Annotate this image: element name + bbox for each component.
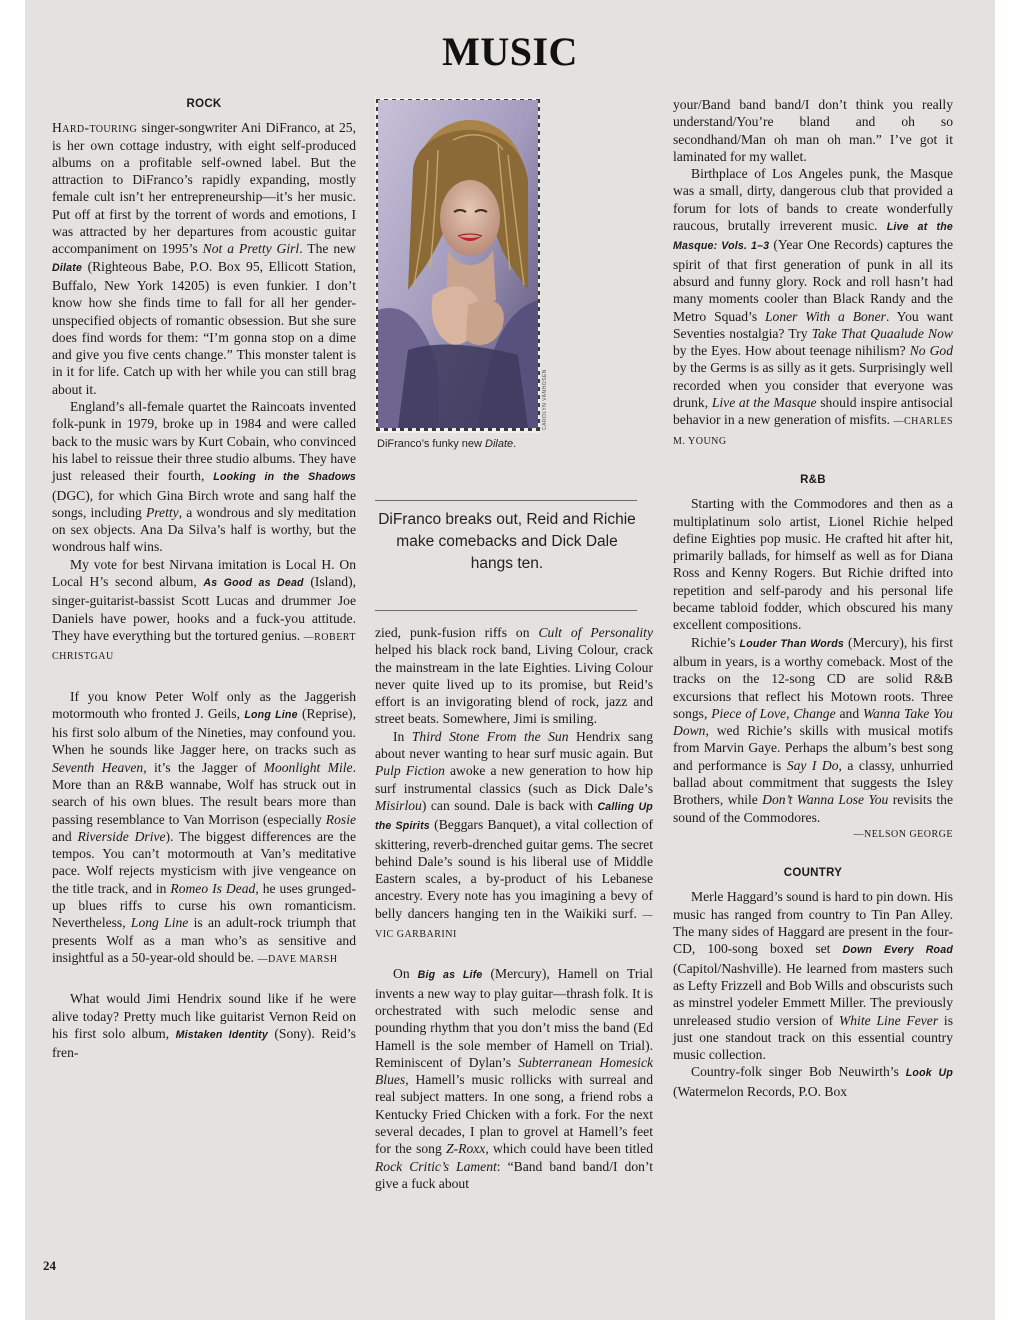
review-masque: Birthplace of Los Angeles punk, the Masque was a small, dirty, dangerous club that provided a forum for lots of bands to create wonderfully raucous, brutally irreverent music. Live at the Masque: Vols. 1–3 (Year One Records) captures the spirit of that first generation of punk in all its absurd and funny glory. Rock and roll hasn’t had many moments cooler than Black Randy and the Metro Squad’s Loner With a Boner. You want Seventies nostalgia? Try Take That Quaalude Now by the Eyes. How about teenage nihilism? No God by the Germs is as silly as it gets. Surprisingly well recorded when you consider that everyone was drunk, Live at the Masque should inspire antisocial behavior in a new generation of misfits. —CHARLES M. YOUNG [673,166,954,447]
byline: —ROBERT CHRISTGAU [52,631,356,663]
column-middle [375,624,653,1192]
album-title: Mistaken Identity [175,1028,268,1041]
album-title: Look Up [905,1067,953,1080]
review-local-h: My vote for best Nirvana imitation is Local H. On Local H’s second album, As Good as Dead (Island), singer-guitarist-bassist Scott Lucas and drummer Joe Daniels have power, hooks and a fuck-you attitude. They have everything but the tortured genius. —ROBERT CHRISTGAU [52,556,356,663]
review-bob-neuwirth: Country-folk singer Bob Neuwirth’s Look Up (Watermelon Records, P.O. Box [673,1064,953,1099]
review-merle-haggard: Merle Haggard’s sound is hard to pin down. His music has ranged from country to Tin Pan Alley. The many sides of Haggard are present in the four-CD, 100-song boxed set Down Every Road (Capitol/Nashville). He learned from masters such as Lefty Frizzell and Bob Wills and obscurists such as minstrel yodeler Emmett Miller. The previously unreleased studio version of White Line Fever is just one standout track on this essential country music collection. [673,889,953,1063]
review-lionel-richie-album: Richie’s Louder Than Words (Mercury), his first album in years, is a worthy comeback. Most of the tracks on the 12-song CD are solid R&B excursions that reflect his Motown roots. Three songs, Piece of Love, Change and Wanna Take You Down, wed Richie’s skills with musical motifs from Marvin Gaye. Perhaps the album’s best song and performance is Say I Do, a classy, unhurried ballad about commitment that suggests the Isley Brothers, while Don’t Wanna Lose You revisits the sound of the Commodores. [673,634,953,825]
review-hamell: On Big as Life (Mercury), Hamell on Trial invents a new way to play guitar—thrash folk. It is orchestrated with such melodic sense and pounding rhythm that you don’t miss the band (Ed Hamell is the sole member of Hamell on Trial). Reminiscent of Dylan’s Subterranean Homesick Blues, Hamell’s music rollicks with surreal and real subject matters. In one song, a friend robs a Kentucky Fried Chicken with a fork. For the next several decades, I plan to grovel at Hamell’s feet for the song Z-Roxx, which could have been titled Rock Critic’s Lament: “Band band band/I don’t give a fuck about [375,966,654,1191]
review-raincoats: England’s all-female quartet the Raincoats invented folk-punk in 1979, broke up in 1984 and were called back to the music wars by Kurt Cobain, who convinced his label to reissue their three studio albums. They have just released their fourth, Looking in the Shadows (DGC), for which Gina Birch wrote and sang half the songs, including Pretty, a wondrous and sly meditation on sex objects. Ana Da Silva’s half is worthy, but the wondrous half wins. [52,399,356,555]
byline: —CHARLES M. YOUNG [673,416,953,447]
pull-quote-rule-bottom [375,610,637,611]
section-heading-rock: ROCK [186,98,222,110]
review-vernon-reid: What would Jimi Hendrix sound like if he were alive today? Pretty much like guitarist Vernon Reid on his first solo album, Mistaken Identity (Sony). Reid’s fren- [52,991,356,1061]
album-title: Long Line [244,708,298,721]
album-title: Calling Up the Spirits [375,800,653,833]
lead-in: Hard-touring [52,120,138,136]
review-difranco: Hard-touring singer-songwriter Ani DiFranco, at 25, is her own cottage industry, with eight self-produced albums on a profitable self-owned label. But the attraction to DiFranco’s rapidly expanding, mostly female cult isn’t her entrepreneurship—it’s her music. Put off at first by the torrent of words and emotions, I was attracted by her departures from acoustic guitar accompaniment on 1995’s Not a Pretty Girl. The new Dilate (Righteous Babe, P.O. Box 95, Ellicott Station, Buffalo, New York 14205) is even funkier. I don’t know how she finds time to fall for all her gender-unspecified objects of romantic obsession. But she sure does find words for them: “I’m gonna stop on a dime and give you five cents change.” This monster talent is in it for life. Catch up with her while you can still brag about it. [52,120,356,397]
pull-quote-rule-top [375,500,637,501]
album-title: Dilate [52,261,83,274]
photo-caption: DiFranco’s funky new Dilate. [377,438,517,450]
review-dick-dale: In Third Stone From the Sun Hendrix sang about never wanting to hear surf music again. But Pulp Fiction awoke a new generation to how hip surf instrumental classics (such as Dick Dale’s Misirlou) can sound. Dale is back with Calling Up the Spirits (Beggars Banquet), a vital collection of skittering, reverb-drenched guitar gems. The secret behind Dale’s sound is his liberal use of Middle Eastern scales, a by-product of his Lebanese ancestry. Every note has you imagining a bevy of belly dancers hanging ten in the Waikiki surf. —VIC GARBARINI [375,728,654,941]
section-heading-rnb: R&B [800,473,826,486]
column-right [673,96,953,1100]
column-left [52,96,356,1061]
section-heading-country: COUNTRY [783,867,843,880]
album-title: Louder Than Words [739,637,844,650]
album-title: Down Every Road [842,944,953,957]
album-title: Big as Life [417,969,483,982]
page-number: 24 [43,1258,56,1273]
byline: —VIC GARBARINI [375,909,653,941]
page-title: MUSIC [442,29,578,74]
album-title: Live at the Masque: Vols. 1–3 [673,221,953,253]
review-peter-wolf: If you know Peter Wolf only as the Jaggerish motormouth who fronted J. Geils, Long Line (Reprise), his first solo album of the Nineties, may confound you. When he sounds like Jagger here, on tracks such as Seventh Heaven, it’s the Jagger of Moonlight Mile. More than an R&B wannabe, Wolf has struck out in search of his own blues. The result bears more than passing resemblance to Van Morrison (especially Rosie and Riverside Drive). The biggest differences are the tempos. You can’t motormouth at Van’s meditative pace. Wolf rejects mysticism with jive vengeance on the title track, and in Romeo Is Dead, he uses grunged-up blues riffs to curse his own romanticism. Nevertheless, Long Line is an adult-rock triumph that presents Wolf as a man who’s as sensitive and insightful as a 50-year-old should be. —DAVE MARSH [52,688,357,965]
album-title: Looking in the Shadows [213,471,356,484]
review-vernon-reid-cont: zied, punk-fusion riffs on Cult of Personality helped his black rock band, Living Colour, crack the mainstream in the late Eighties. Living Colour never quite lived up to its promise, but Reid’s effort is an invigorating blend of rock, jazz and street beats. Somewhere, Jimi is smiling. [375,625,653,727]
review-lionel-richie: Starting with the Commodores and then as a multiplatinum solo artist, Lionel Richie helped define Eighties pop music. He crafted hit after hit, primarily ballads, for himself as well as for Diana Ross and Kenny Rogers. But Richie drifted into repetition and self-parody and his personal life became tabloid fodder, which obscured his many excellent compositions. [673,496,953,633]
byline: —DAVE MARSH [257,953,338,965]
byline: —NELSON GEORGE [853,828,953,840]
review-hamell-cont: your/Band band band/I don’t think you really understand/You’re bland and oh so secondhand/Man oh man oh man.” I’ve got it laminated for my wallet. [673,97,953,164]
album-title: As Good as Dead [203,577,304,590]
pull-quote: DiFranco breaks out, Reid and Richie make comebacks and Dick Dale hangs ten. [378,511,636,572]
difranco-portrait-image [378,100,538,428]
photo-credit: CAROLYN VANHOSEN [542,369,548,430]
